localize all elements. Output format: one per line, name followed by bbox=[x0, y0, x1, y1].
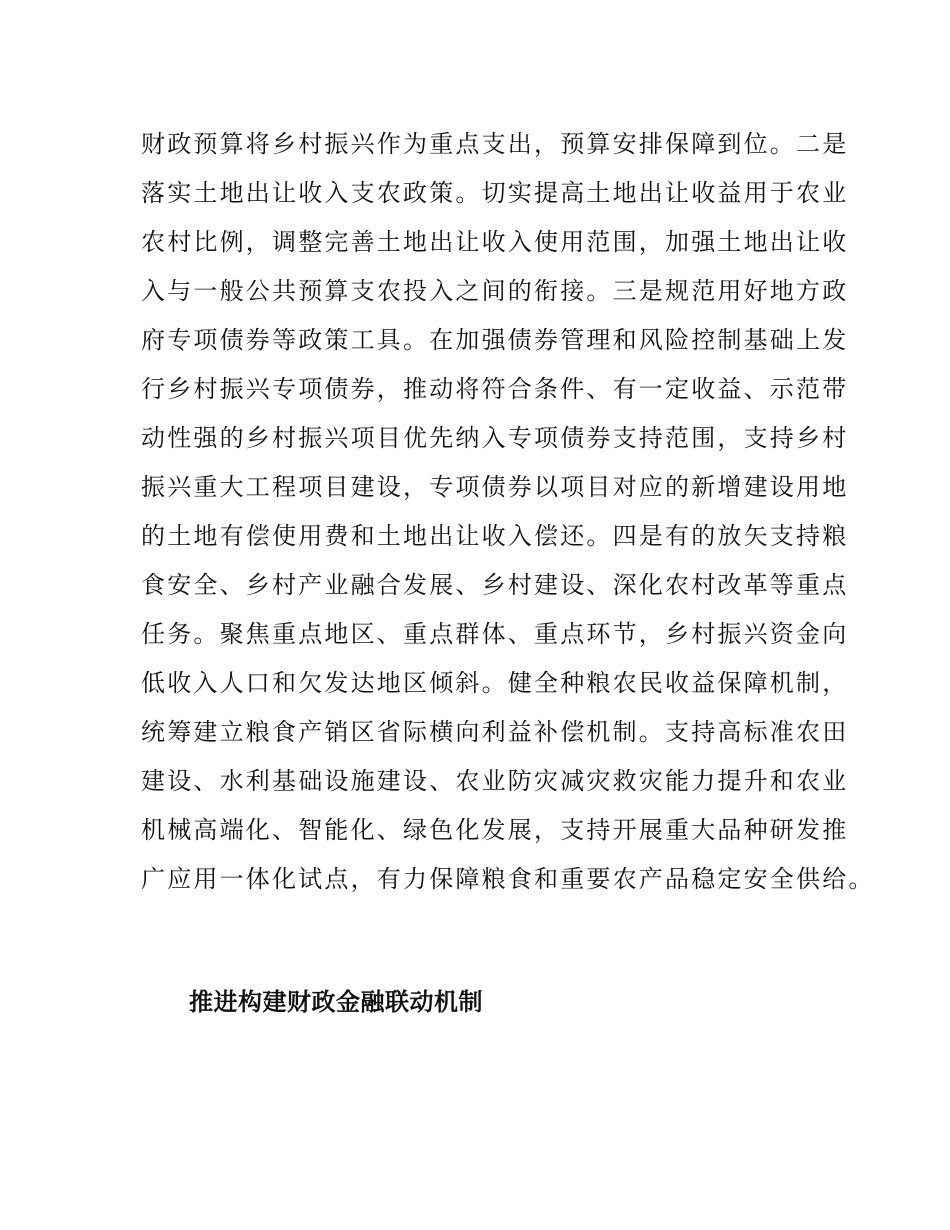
paragraph-line: 农村比例，调整完善土地出让收入使用范围，加强土地出让收 bbox=[141, 228, 849, 256]
section-heading: 推进构建财政金融联动机制 bbox=[189, 988, 483, 1016]
paragraph-line: 财政预算将乡村振兴作为重点支出，预算安排保障到位。二是 bbox=[141, 130, 849, 158]
paragraph-line: 建设、水利基础设施建设、农业防灾减灾救灾能力提升和农业 bbox=[141, 767, 849, 795]
paragraph-line: 行乡村振兴专项债券，推动将符合条件、有一定收益、示范带 bbox=[141, 375, 849, 403]
paragraph-line: 机械高端化、智能化、绿色化发展，支持开展重大品种研发推 bbox=[141, 816, 849, 844]
paragraph-line: 入与一般公共预算支农投入之间的衔接。三是规范用好地方政 bbox=[141, 277, 849, 305]
paragraph-line: 广应用一体化试点，有力保障粮食和重要农产品稳定安全供给。 bbox=[141, 865, 875, 893]
paragraph-line: 食安全、乡村产业融合发展、乡村建设、深化农村改革等重点 bbox=[141, 571, 849, 599]
paragraph-line: 动性强的乡村振兴项目优先纳入专项债券支持范围，支持乡村 bbox=[141, 424, 849, 452]
paragraph-line: 任务。聚焦重点地区、重点群体、重点环节，乡村振兴资金向 bbox=[141, 620, 849, 648]
body-paragraph bbox=[141, 120, 875, 904]
paragraph-line: 统筹建立粮食产销区省际横向利益补偿机制。支持高标准农田 bbox=[141, 718, 849, 746]
paragraph-line: 落实土地出让收入支农政策。切实提高土地出让收益用于农业 bbox=[141, 179, 849, 207]
paragraph-line: 振兴重大工程项目建设，专项债券以项目对应的新增建设用地 bbox=[141, 473, 849, 501]
paragraph-line: 府专项债券等政策工具。在加强债券管理和风险控制基础上发 bbox=[141, 326, 849, 354]
paragraph-line: 的土地有偿使用费和土地出让收入偿还。四是有的放矢支持粮 bbox=[141, 522, 849, 550]
paragraph-line: 低收入人口和欠发达地区倾斜。健全种粮农民收益保障机制， bbox=[141, 669, 849, 697]
